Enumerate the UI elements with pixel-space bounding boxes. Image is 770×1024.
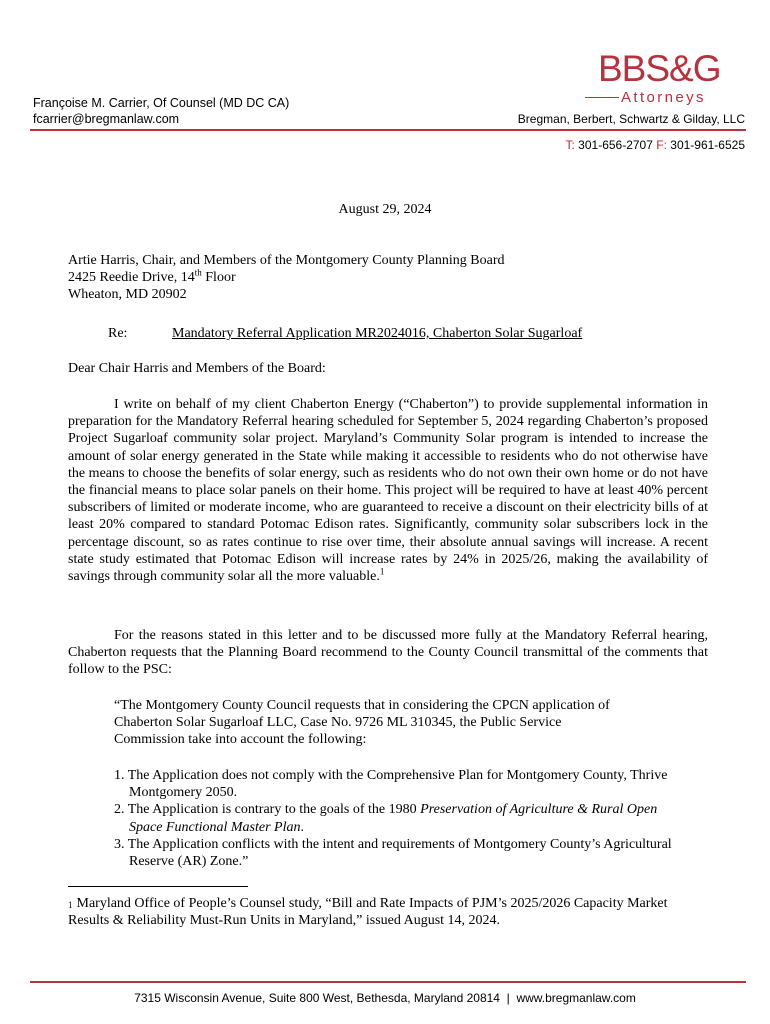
letter-date: August 29, 2024 xyxy=(338,202,432,217)
firm-logo-subtitle: Attorneys xyxy=(621,89,706,106)
quoted-request: “The Montgomery County Council requests that in considering the CPCN application of Chaberton Solar Sugarloaf LLC, Case No. 9726 ML 310345, the Public Service Commission take into account the following: xyxy=(114,698,610,748)
footer-separator: | xyxy=(506,991,510,1005)
firm-logo: BBS&G xyxy=(598,48,721,89)
footnote-divider xyxy=(68,886,248,887)
list-item: 1. The Application does not comply with the Comprehensive Plan for Montgomery County, Thrive Montgomery 2050. xyxy=(114,768,668,801)
re-label: Re: xyxy=(108,326,128,341)
paragraph-2: For the reasons stated in this letter and to be discussed more fully at the Mandatory Referral hearing, Chaberton requests that the Planning Board recommend to the County Council transmittal of the comments that follow to the PSC: xyxy=(68,628,708,678)
footer-address-bar xyxy=(0,990,770,1006)
list-item: 2. The Application is contrary to the goals of the 1980 Preservation of Agriculture & Rural Open Space Functional Master Plan. xyxy=(114,802,658,835)
re-subject: Mandatory Referral Application MR2024016, Chaberton Solar Sugarloaf xyxy=(172,326,583,341)
logo-accent-line xyxy=(585,97,619,98)
addressee-street: 2425 Reedie Drive, 14th Floor xyxy=(68,267,236,286)
footer-address: 7315 Wisconsin Avenue, Suite 800 West, Bethesda, Maryland 20814 xyxy=(134,991,500,1005)
footnote-number: 1 xyxy=(68,900,73,910)
author-name: Françoise M. Carrier, Of Counsel (MD DC CA) xyxy=(33,96,290,110)
salutation: Dear Chair Harris and Members of the Board: xyxy=(68,361,326,376)
addressee-block xyxy=(68,252,504,304)
addressee-line: Artie Harris, Chair, and Members of the Montgomery County Planning Board xyxy=(68,253,505,268)
phone-number[interactable]: 301-656-2707 xyxy=(578,138,653,152)
footnote: $^1$ Maryland Office of People’s Counsel study, “Bill and Rate Impacts of PJM’s 2025/2026 Capacity Market Results & Reliability Must-Run Units in Maryland,” issued August 14, 2024. xyxy=(68,896,668,928)
paragraph-1: I write on behalf of my client Chaberton Energy (“Chaberton”) to provide supplemental information in preparation for the Mandatory Referral hearing scheduled for September 5, 2024 regarding Chaberton’s proposed Project Sugarloaf community solar project. Maryland’s Community Solar program is intended to increase the amount of solar energy generated in the State while making it accessible to residents who do not otherwise have the means to choose the benefits of solar energy, such as residents who do not own their own home or do not have the financial means to place solar panels on their home. This project will be required to have at least 40% percent subscribers of limited or moderate income, who are guaranteed to receive a discount on their electricity bills of at least 20% compared to standard Potomac Edison rates. Significantly, community solar subscribers lock in the percentage discount, so as rates continue to rise over time, their absolute annual savings will increase. A recent state study estimated that Potomac Edison will increase rates by 24% in 2025/26, making the availability of savings through community solar all the more valuable.$^1$ xyxy=(68,397,708,585)
request-list xyxy=(114,767,674,870)
phone-label: T: xyxy=(565,138,575,152)
footnote-reference: 1 xyxy=(379,566,385,577)
author-email[interactable]: fcarrier@bregmanlaw.com xyxy=(33,112,180,126)
list-item: 3. The Application conflicts with the intent and requirements of Montgomery County’s Agricultural Reserve (AR) Zone.” xyxy=(114,836,672,870)
firm-name: Bregman, Berbert, Schwartz & Gilday, LLC xyxy=(517,112,745,126)
fax-label: F: xyxy=(656,138,667,152)
header-divider xyxy=(30,129,746,131)
addressee-city: Wheaton, MD 20902 xyxy=(68,287,187,303)
contact-numbers xyxy=(565,137,745,153)
footer-website[interactable]: www.bregmanlaw.com xyxy=(516,991,636,1005)
fax-number: 301-961-6525 xyxy=(670,138,745,152)
footer-divider xyxy=(30,981,746,983)
